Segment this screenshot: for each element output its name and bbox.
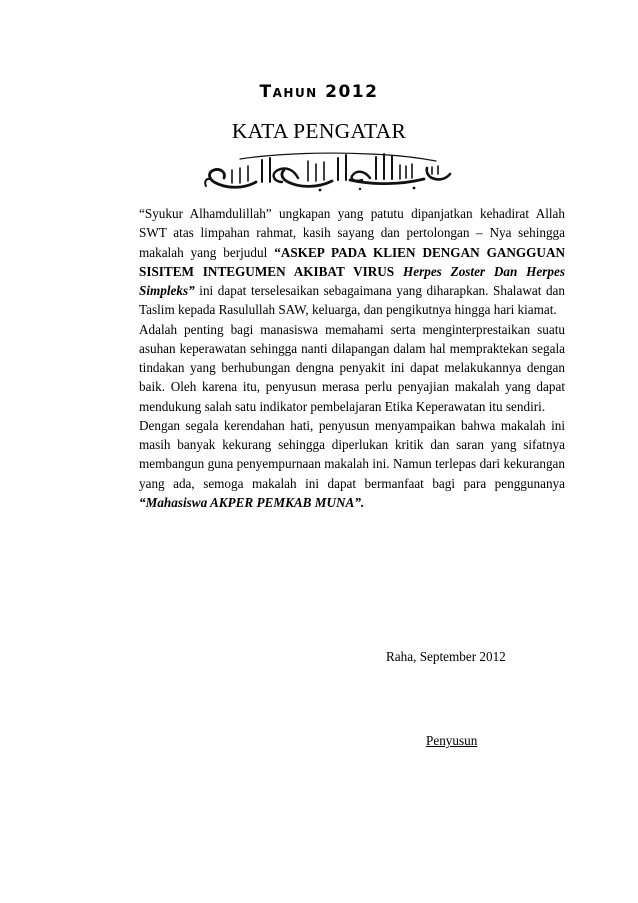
- paragraph-1: [75, 204, 565, 320]
- place-date: Raha, September 2012: [386, 649, 506, 664]
- paragraph-1-intro: “Syukur Alhamdulillah” ungkapan yang patutu dipanjatkan kehadirat Allah SWT atas limpahan rahmat, kasih sayang dan pertolongan – Nya sehingga makalah yang berjudul: [139, 206, 565, 260]
- page-title: KATA PENGATAR: [231, 119, 407, 143]
- paragraph-3-text: Dengan segala kerendahan hati, penyusun menyampaikan bahwa makalah ini masih banyak kekurang sehingga diperlukan kritik dan saran yang sifatnya membangun guna penyempurnaan makalah ini. Namun terlepas dari kekurangan yang ada, semoga makalah ini dapat bermanfaat bagi para penggunanya: [139, 417, 565, 491]
- signature-author: Penyusun: [426, 733, 478, 748]
- paragraph-2: Adalah penting bagi manasiswa memahami serta menginterprestaikan suatu asuhan keperawatan sehingga nanti dilapangan dalam hal mempraktekan segala tindakan yang berhubungan dengna penyakit ini dapat melakukannya dengan baik. Oleh karena itu, penyusun merasa perlu penyajian makalah yang dapat mendukung salah satu indikator pembelajaran Etika Keperawatan itu sendiri.: [139, 321, 565, 414]
- bismillah-calligraphy-icon: [200, 152, 455, 194]
- body-text: [75, 204, 565, 512]
- paragraph-3: [75, 416, 565, 512]
- paper-title-bold-italic: Herpes Zoster Dan Herpes Simpleks”: [139, 263, 566, 298]
- year-heading-text: Tahun 2012: [259, 82, 379, 102]
- paper-title-bold: “ASKEP PADA KLIEN DENGAN GANGGUAN SISITEM INTEGUMEN AKIBAT VIRUS: [139, 244, 565, 279]
- year-heading: [0, 82, 638, 102]
- paragraph-1-rest: ini dapat terselesaikan sebagaimana yang diharapkan. Shalawat dan Taslim kepada Rasulullah SAW, keluarga, dan pengikutnya hingga hari kiamat.: [139, 283, 565, 318]
- paragraph-3-emphasis: “Mahasiswa AKPER PEMKAB MUNA”.: [139, 494, 365, 510]
